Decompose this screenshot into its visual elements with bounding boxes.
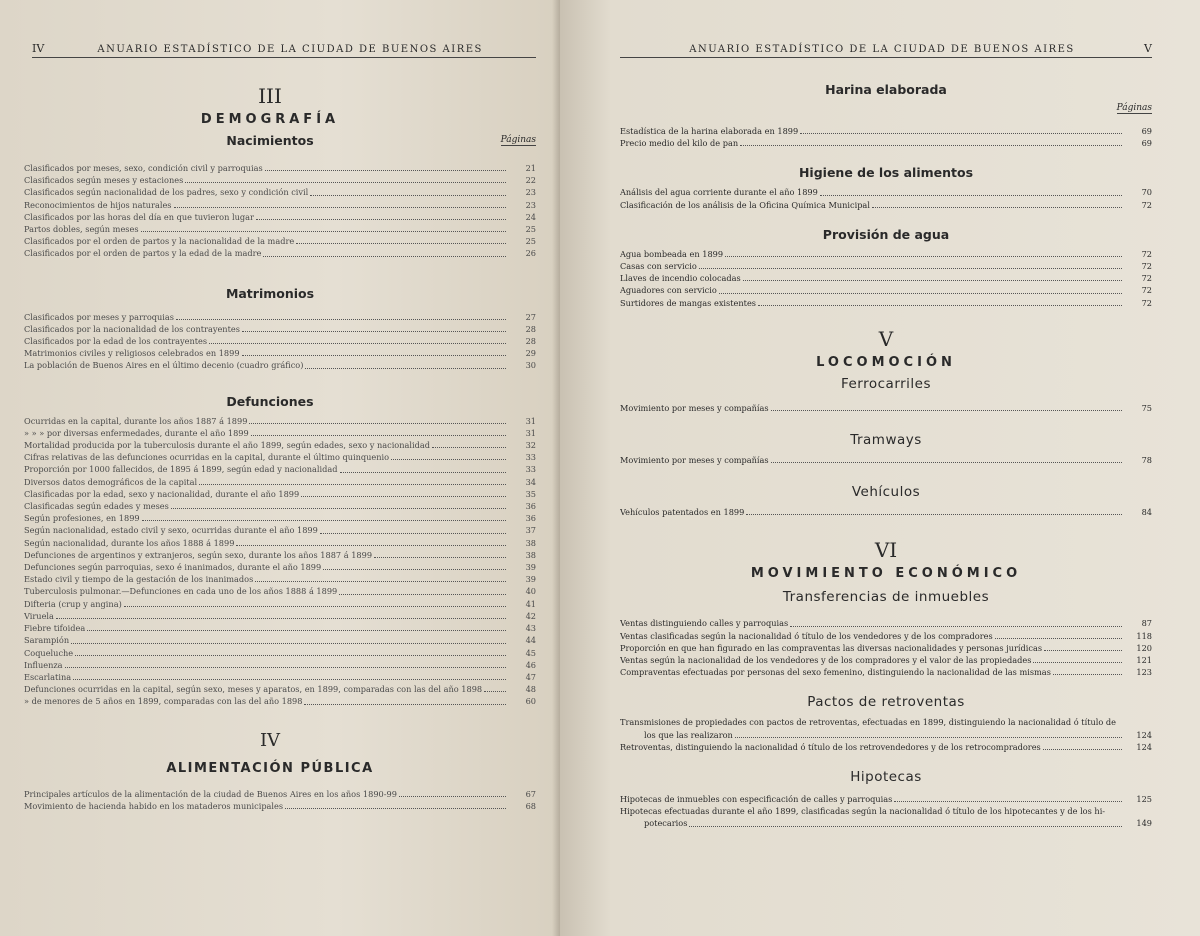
toc-entry (24, 683, 536, 695)
section-title: Transferencias de inmuebles (782, 589, 990, 606)
toc-entry-page: 25 (525, 224, 536, 235)
toc-entry-text: Aguadores con servicio (620, 285, 717, 296)
toc-entry-text: Viruela (24, 610, 54, 621)
toc-entry-page: 75 (1141, 402, 1152, 413)
toc-entry-page: 124 (1136, 741, 1152, 752)
toc-entry-text: Tuberculosis pulmonar.—Defunciones en cada uno de los años 1888 á 1899 (24, 586, 338, 597)
toc-entry-text: » de menores de 5 años en 1899, comparadas con las del año 1898 (24, 696, 303, 707)
toc-list (620, 186, 1152, 210)
toc-entry (620, 186, 1152, 198)
toc-entry-page: 23 (525, 187, 536, 198)
toc-list (620, 248, 1152, 309)
toc-entry-text: Análisis del agua corriente durante el año 1899 (620, 187, 818, 198)
toc-entry (24, 695, 536, 707)
toc-entry (24, 622, 536, 634)
toc-entry-page: 68 (525, 800, 536, 811)
toc-entry (24, 512, 536, 524)
toc-entry-page: 25 (525, 236, 536, 247)
toc-entry-page: 29 (525, 348, 536, 359)
toc-entry-page: 22 (525, 175, 536, 186)
toc-entry-text: Ventas distinguiendo calles y parroquias (620, 618, 789, 629)
toc-entry-text: Fiebre tifoidea (24, 623, 86, 634)
toc-entry (24, 451, 536, 463)
toc-entry (24, 598, 536, 610)
toc-entry-text: Ventas clasificadas según la nacionalidad ó título de los vendedores y de los compradores (620, 630, 993, 641)
toc-entry (620, 248, 1152, 260)
toc-entry-text: Escarlatina (24, 671, 72, 682)
toc-entry-page: 33 (525, 464, 536, 475)
toc-list (620, 506, 1152, 518)
toc-entry-text: Según profesiones, en 1899 (24, 513, 140, 524)
page-number: IV (32, 42, 45, 55)
toc-entry-page: 31 (525, 415, 536, 426)
toc-entry-page: 48 (525, 684, 536, 695)
toc-entry-page: 124 (1136, 729, 1152, 740)
toc-entry (24, 311, 536, 323)
toc-entry (24, 439, 536, 451)
toc-entry (24, 347, 536, 359)
toc-entry-page: 30 (525, 360, 536, 371)
toc-entry-text: Defunciones según parroquias, sexo é inanimados, durante el año 1899 (24, 562, 322, 573)
part-roman: IV (259, 729, 281, 751)
toc-list (620, 741, 1152, 753)
toc-entry (24, 659, 536, 671)
toc-entry-text: Influenza (24, 659, 63, 670)
toc-entry-page: 39 (525, 562, 536, 573)
section-title: Matrimonios (225, 285, 315, 301)
toc-entry (24, 162, 536, 174)
toc-entry (620, 454, 1152, 466)
toc-entry-text: Hipotecas efectuadas durante el año 1899, clasificadas según la nacionalidad ó título de los hipotecantes y de los hi- (620, 806, 1106, 817)
toc-list (620, 125, 1152, 149)
toc-entry-text: Clasificados según nacionalidad de los padres, sexo y condición civil (24, 187, 309, 198)
running-head-text: ANUARIO ESTADÍSTICO DE LA CIUDAD DE BUENOS AIRES (97, 44, 483, 55)
toc-entry-text: potecarios (644, 818, 688, 829)
toc-entry-text: Llaves de incendio colocadas (620, 273, 741, 284)
toc-list (620, 454, 1152, 466)
toc-entry-page: 44 (525, 635, 536, 646)
toc-entry (620, 654, 1152, 666)
toc-entry-page: 21 (525, 163, 536, 173)
toc-list (24, 162, 536, 260)
toc-entry (620, 642, 1152, 654)
toc-entry (24, 610, 536, 622)
toc-entry (24, 788, 536, 800)
toc-entry (620, 741, 1152, 753)
toc-list (24, 311, 536, 372)
toc-entry-page: 33 (525, 452, 536, 463)
toc-entry-text: Partos dobles, según meses (24, 224, 139, 235)
toc-entry-page: 37 (525, 525, 536, 536)
toc-entry-page: 28 (525, 323, 536, 334)
part-title: LOCOMOCIÓN (816, 354, 956, 370)
toc-entry (620, 125, 1152, 137)
toc-entry (620, 272, 1152, 284)
toc-entry-text: Retroventas, distinguiendo la nacionalidad ó título de los retrovendedores y de los retrocompradores (620, 741, 1041, 752)
toc-entry (24, 415, 536, 427)
toc-entry-text: Vehículos patentados en 1899 (620, 507, 745, 518)
toc-entry-page: 45 (525, 647, 536, 658)
toc-entry-page: 118 (1136, 630, 1152, 641)
toc-entry-text: Hipotecas de inmuebles con especificación de calles y parroquias (620, 794, 893, 805)
paginas-label: Páginas (1116, 103, 1152, 113)
toc-entry (24, 549, 536, 561)
toc-entry-text: Casas con servicio (620, 261, 697, 272)
toc-entry-page: 72 (1141, 248, 1152, 259)
section-title: Tramways (850, 432, 922, 449)
toc-entry-page: 69 (1141, 126, 1152, 136)
toc-entry-text: Defunciones de argentinos y extranjeros, según sexo, durante los años 1887 á 1899 (24, 549, 373, 560)
toc-entry-text: La población de Buenos Aires en el último decenio (cuadro gráfico) (24, 360, 304, 371)
toc-entry-page: 35 (525, 488, 536, 499)
toc-entry-page: 28 (525, 336, 536, 347)
page-number: V (1144, 42, 1152, 55)
toc-entry-page: 121 (1136, 655, 1152, 666)
toc-entry-page: 32 (525, 440, 536, 451)
toc-entry-text: Clasificados por la nacionalidad de los contrayentes (24, 323, 240, 334)
toc-entry-page: 123 (1136, 667, 1152, 678)
toc-entry-page: 84 (1141, 507, 1152, 518)
toc-entry (24, 585, 536, 597)
toc-entry (24, 537, 536, 549)
toc-entry (24, 186, 536, 198)
section-title: Provisión de agua (822, 226, 950, 242)
toc-entry (620, 260, 1152, 272)
toc-entry (620, 199, 1152, 211)
paginas-label: Páginas (500, 135, 536, 145)
toc-entry (620, 137, 1152, 149)
toc-entry (24, 223, 536, 235)
toc-entry-text: Surtidores de mangas existentes (620, 297, 757, 308)
section-title: Ferrocarriles (840, 375, 932, 392)
toc-entry-text: Transmisiones de propiedades con pactos de retroventas, efectuadas en 1899, distinguiendo la nacionalidad ó título de (620, 717, 1116, 728)
toc-list (620, 402, 1152, 414)
toc-entry-text: Estadística de la harina elaborada en 1899 (620, 126, 799, 136)
toc-entry-text: Defunciones ocurridas en la capital, según sexo, meses y aparatos, en 1899, comparadas con las del año 1898 (24, 684, 483, 695)
toc-entry-text: Compraventas efectuadas por personas del sexo femenino, distinguiendo la nacionalidad de las mismas (620, 667, 1051, 678)
toc-entry (24, 323, 536, 335)
toc-entry-page: 46 (525, 659, 536, 670)
toc-entry-page: 36 (525, 501, 536, 512)
toc-entry (24, 671, 536, 683)
toc-entry (620, 297, 1152, 309)
toc-entry-text: Principales artículos de la alimentación de la ciudad de Buenos Aires en los años 1890-99 (24, 788, 397, 799)
toc-entry-page: 72 (1141, 273, 1152, 284)
toc-entry-page: 78 (1141, 455, 1152, 466)
part-roman: III (258, 84, 282, 108)
toc-entry-text: Clasificados por el orden de partos y la nacionalidad de la madre (24, 236, 295, 247)
toc-entry (620, 666, 1152, 678)
toc-list (24, 788, 536, 812)
toc-entry (24, 476, 536, 488)
toc-entry-page: 72 (1141, 261, 1152, 272)
toc-entry-text: Clasificados por el orden de partos y la edad de la madre (24, 248, 262, 259)
toc-entry-text: Clasificados por las horas del día en que tuvieron lugar (24, 211, 254, 222)
toc-entry-text: Reconocimientos de hijos naturales (24, 199, 172, 210)
toc-entry-text: Clasificados por la edad de los contrayentes (24, 336, 208, 347)
section-title: Pactos de retroventas (807, 694, 965, 711)
toc-entry-page: 47 (525, 671, 536, 682)
part-title: MOVIMIENTO ECONÓMICO (750, 566, 1022, 582)
toc-entry (24, 211, 536, 223)
toc-entry (620, 284, 1152, 296)
toc-entry-page: 72 (1141, 285, 1152, 296)
toc-entry-text: los que las realizaron (644, 729, 733, 740)
toc-entry-text: Matrimonios civiles y religiosos celebrados en 1899 (24, 348, 240, 359)
toc-entry (620, 716, 1152, 740)
toc-entry-text: Proporción por 1000 fallecidos, de 1895 á 1899, según edad y nacionalidad (24, 464, 338, 475)
toc-entry-text: Sarampión (24, 635, 70, 646)
toc-list (620, 617, 1152, 678)
toc-entry (620, 617, 1152, 629)
toc-entry-text: Clasificados según meses y estaciones (24, 175, 184, 186)
toc-entry-page: 41 (525, 598, 536, 609)
part-title: ALIMENTACIÓN PÚBLICA (166, 760, 374, 776)
toc-entry-text: Clasificados por meses, sexo, condición civil y parroquias (24, 163, 263, 173)
toc-entry-page: 34 (525, 476, 536, 487)
toc-entry (620, 506, 1152, 518)
toc-entry-page: 72 (1141, 199, 1152, 210)
running-head-text: ANUARIO ESTADÍSTICO DE LA CIUDAD DE BUENOS AIRES (689, 44, 1075, 55)
toc-entry (24, 427, 536, 439)
toc-entry-text: Movimiento por meses y compañías (620, 455, 769, 466)
toc-entry (24, 335, 536, 347)
right-page (560, 0, 1200, 936)
toc-entry-text: Agua bombeada en 1899 (620, 248, 724, 259)
toc-list (620, 716, 1152, 740)
toc-entry-page: 27 (525, 311, 536, 322)
toc-list (620, 805, 1152, 829)
toc-entry-text: Clasificadas según edades y meses (24, 501, 169, 512)
toc-entry-page: 42 (525, 610, 536, 621)
toc-entry-text: Movimiento por meses y compañías (620, 402, 769, 413)
toc-entry (24, 359, 536, 371)
left-page (0, 0, 560, 936)
toc-entry (24, 174, 536, 186)
toc-entry (24, 488, 536, 500)
toc-entry (24, 647, 536, 659)
toc-entry (620, 805, 1152, 829)
toc-list (24, 415, 536, 708)
toc-entry (24, 500, 536, 512)
toc-entry-page: 24 (525, 211, 536, 222)
toc-entry-text: Precio medio del kilo de pan (620, 138, 739, 149)
toc-entry-text: Estado civil y tiempo de la gestación de los inanimados (24, 574, 254, 585)
toc-entry-page: 31 (525, 427, 536, 438)
toc-entry (620, 402, 1152, 414)
toc-entry (24, 561, 536, 573)
part-roman: V (878, 326, 894, 351)
toc-entry-text: Clasificados por meses y parroquias (24, 311, 174, 322)
toc-entry-text: Coqueluche (24, 647, 74, 658)
toc-entry-text: Diversos datos demográficos de la capital (24, 476, 198, 487)
toc-entry-text: Mortalidad producida por la tuberculosis durante el año 1899, según edades, sexo y nacionalidad (24, 440, 430, 451)
toc-entry (24, 573, 536, 585)
toc-entry-text: Ocurridas en la capital, durante los años 1887 á 1899 (24, 415, 248, 426)
toc-entry-text: Clasificadas por la edad, sexo y nacionalidad, durante el año 1899 (24, 488, 300, 499)
part-title: DEMOGRAFÍA (200, 112, 340, 127)
toc-entry-page: 26 (525, 248, 536, 259)
toc-entry (620, 793, 1152, 805)
toc-entry-page: 69 (1141, 138, 1152, 149)
toc-list (620, 793, 1152, 805)
toc-entry-text: Difteria (crup y angina) (24, 598, 122, 609)
toc-entry-page: 38 (525, 537, 536, 548)
toc-entry-page: 40 (525, 586, 536, 597)
toc-entry-page: 67 (525, 788, 536, 799)
toc-entry-page: 149 (1136, 818, 1152, 829)
toc-entry (24, 634, 536, 646)
toc-entry-text: Según nacionalidad, estado civil y sexo, ocurridas durante el año 1899 (24, 525, 318, 536)
toc-entry-text: Clasificación de los análisis de la Oficina Química Municipal (620, 199, 870, 210)
section-title: Higiene de los alimentos (798, 165, 974, 181)
toc-entry-text: Movimiento de hacienda habido en los mataderos municipales (24, 800, 284, 811)
section-title: Hipotecas (850, 769, 922, 786)
running-head (32, 42, 536, 58)
toc-entry-text: » » » por diversas enfermedades, durante el año 1899 (24, 427, 249, 438)
section-title: Defunciones (226, 393, 314, 409)
toc-entry-text: Ventas según la nacionalidad de los vendedores y de los compradores y el valor de las propiedades (620, 655, 1032, 666)
toc-entry-page: 70 (1141, 187, 1152, 198)
toc-entry-page: 38 (525, 549, 536, 560)
toc-entry-page: 60 (525, 696, 536, 707)
part-roman: VI (874, 538, 898, 563)
toc-entry-text: Cifras relativas de las defunciones ocurridas en la capital, durante el último quinquenio (24, 452, 390, 463)
toc-entry-page: 125 (1136, 794, 1152, 805)
toc-entry-page: 36 (525, 513, 536, 524)
toc-entry-page: 43 (525, 623, 536, 634)
toc-entry-page: 87 (1141, 618, 1152, 629)
section-title: Nacimientos (226, 133, 314, 148)
toc-entry-page: 23 (525, 199, 536, 210)
toc-entry (24, 235, 536, 247)
toc-entry-page: 72 (1141, 297, 1152, 308)
toc-entry (620, 630, 1152, 642)
section-title: Harina elaborada (825, 82, 947, 97)
toc-entry (24, 800, 536, 812)
toc-entry (24, 247, 536, 259)
toc-entry-page: 120 (1136, 642, 1152, 653)
running-head (620, 42, 1152, 58)
toc-entry-text: Según nacionalidad, durante los años 1888 á 1899 (24, 537, 235, 548)
toc-entry-text: Proporción en que han figurado en las compraventas las diversas nacionalidades y personas jurídicas (620, 642, 1043, 653)
toc-entry (24, 524, 536, 536)
section-title: Vehículos (851, 484, 921, 501)
toc-entry-page: 39 (525, 574, 536, 585)
toc-entry (24, 463, 536, 475)
toc-entry (24, 199, 536, 211)
